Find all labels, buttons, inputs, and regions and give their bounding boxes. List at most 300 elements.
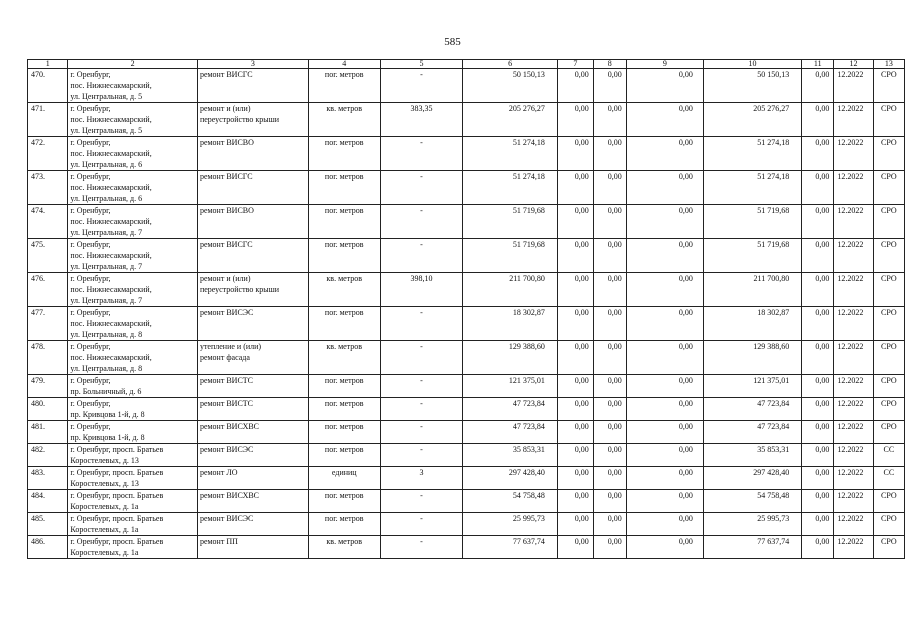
total-cost-cell: 77 637,74	[463, 536, 558, 559]
fund-cost-cell: 54 758,48	[703, 490, 801, 513]
total-cost-cell: 47 723,84	[463, 421, 558, 444]
quantity-cell: -	[380, 307, 463, 341]
work-type-cell	[197, 375, 308, 398]
work-type-cell	[197, 307, 308, 341]
period-cell: 12.2022	[834, 239, 873, 273]
page-number: 585	[444, 36, 461, 48]
value-cell-9: 0,00	[626, 205, 703, 239]
value-cell-8: 0,00	[593, 536, 626, 559]
table-row	[28, 490, 905, 513]
unit-cell: пог. метров	[308, 444, 380, 467]
row-number-cell: 479.	[28, 375, 68, 398]
value-cell-9: 0,00	[626, 444, 703, 467]
address-cell	[68, 273, 198, 307]
table-body	[28, 60, 905, 559]
quantity-cell: -	[380, 536, 463, 559]
work-type-cell-line: ремонт ПП	[199, 537, 238, 546]
row-number-cell: 476.	[28, 273, 68, 307]
total-cost-cell: 54 758,48	[463, 490, 558, 513]
total-cost-cell: 50 150,13	[463, 69, 558, 103]
period-cell: 12.2022	[834, 205, 873, 239]
row-number-cell: 473.	[28, 171, 68, 205]
source-cell: СРО	[873, 375, 904, 398]
address-cell-line: г. Оренбург, просп. Братьев	[70, 514, 164, 523]
work-type-cell	[197, 421, 308, 444]
work-type-cell-line: ремонт ВИСХВС	[199, 491, 260, 500]
value-cell-7: 0,00	[557, 398, 593, 421]
quantity-cell: -	[380, 513, 463, 536]
work-type-cell-line: ремонт ВИСЭС	[199, 445, 254, 454]
period-cell: 12.2022	[834, 467, 873, 490]
address-cell-line: ул. Центральная, д. 5	[70, 92, 143, 101]
address-cell-line: г. Оренбург, просп. Братьев	[70, 537, 164, 546]
quantity-cell: -	[380, 171, 463, 205]
address-cell-line: пр. Больничный, д. 6	[70, 387, 142, 396]
address-cell-line: ул. Центральная, д. 5	[70, 126, 143, 135]
value-cell-9: 0,00	[626, 171, 703, 205]
value-cell-11: 0,00	[802, 137, 834, 171]
value-cell-9: 0,00	[626, 341, 703, 375]
work-type-cell	[197, 467, 308, 490]
source-cell: СРО	[873, 536, 904, 559]
address-cell-line: г. Оренбург,	[70, 104, 111, 113]
table-row	[28, 444, 905, 467]
work-type-cell-line: ремонт ВИСЭС	[199, 308, 254, 317]
address-cell-line: ул. Центральная, д. 8	[70, 330, 143, 339]
address-cell-line: Коростелевых, д. 1а	[70, 502, 139, 511]
fund-cost-cell: 51 274,18	[703, 137, 801, 171]
value-cell-7: 0,00	[557, 467, 593, 490]
value-cell-8: 0,00	[593, 239, 626, 273]
address-cell-line: Коростелевых, д. 13	[70, 456, 139, 465]
value-cell-9: 0,00	[626, 513, 703, 536]
quantity-cell: -	[380, 490, 463, 513]
row-number-cell: 480.	[28, 398, 68, 421]
address-cell-line: ул. Центральная, д. 7	[70, 228, 143, 237]
value-cell-7: 0,00	[557, 239, 593, 273]
address-cell	[68, 513, 198, 536]
address-cell-line: г. Оренбург,	[70, 206, 111, 215]
value-cell-8: 0,00	[593, 69, 626, 103]
value-cell-9: 0,00	[626, 239, 703, 273]
address-cell-line: г. Оренбург,	[70, 172, 111, 181]
work-type-cell	[197, 239, 308, 273]
period-cell: 12.2022	[834, 273, 873, 307]
column-header: 9	[626, 60, 703, 69]
total-cost-cell: 51 719,68	[463, 205, 558, 239]
address-cell-line: ул. Центральная, д. 6	[70, 160, 143, 169]
work-type-cell-line: ремонт ВИСХВС	[199, 422, 260, 431]
unit-cell: пог. метров	[308, 490, 380, 513]
unit-cell: пог. метров	[308, 205, 380, 239]
address-cell-line: пос. Нижнесакмарский,	[70, 285, 152, 294]
total-cost-cell: 297 428,40	[463, 467, 558, 490]
value-cell-7: 0,00	[557, 444, 593, 467]
column-header: 10	[703, 60, 801, 69]
source-cell: СРО	[873, 490, 904, 513]
value-cell-11: 0,00	[802, 513, 834, 536]
value-cell-7: 0,00	[557, 490, 593, 513]
address-cell-line: г. Оренбург,	[70, 70, 111, 79]
value-cell-7: 0,00	[557, 137, 593, 171]
row-number-cell: 484.	[28, 490, 68, 513]
value-cell-8: 0,00	[593, 467, 626, 490]
period-cell: 12.2022	[834, 490, 873, 513]
value-cell-7: 0,00	[557, 513, 593, 536]
value-cell-8: 0,00	[593, 421, 626, 444]
address-cell-line: Коростелевых, д. 1а	[70, 548, 139, 557]
work-type-cell-line: ремонт ВИСЭС	[199, 514, 254, 523]
value-cell-8: 0,00	[593, 103, 626, 137]
work-type-cell-line: ремонт ВИСГС	[199, 70, 253, 79]
period-cell: 12.2022	[834, 103, 873, 137]
source-cell: СРО	[873, 341, 904, 375]
period-cell: 12.2022	[834, 444, 873, 467]
row-number-cell: 485.	[28, 513, 68, 536]
value-cell-8: 0,00	[593, 513, 626, 536]
value-cell-11: 0,00	[802, 421, 834, 444]
value-cell-8: 0,00	[593, 307, 626, 341]
unit-cell: пог. метров	[308, 307, 380, 341]
table-row	[28, 137, 905, 171]
repair-registry-table	[27, 59, 905, 559]
total-cost-cell: 47 723,84	[463, 398, 558, 421]
table-row	[28, 513, 905, 536]
table-row	[28, 536, 905, 559]
table-row	[28, 205, 905, 239]
address-cell	[68, 137, 198, 171]
work-type-cell	[197, 444, 308, 467]
value-cell-8: 0,00	[593, 375, 626, 398]
row-number-cell: 483.	[28, 467, 68, 490]
period-cell: 12.2022	[834, 307, 873, 341]
column-header: 7	[557, 60, 593, 69]
total-cost-cell: 205 276,27	[463, 103, 558, 137]
period-cell: 12.2022	[834, 341, 873, 375]
source-cell: СРО	[873, 307, 904, 341]
address-cell-line: г. Оренбург, просп. Братьев	[70, 491, 164, 500]
period-cell: 12.2022	[834, 536, 873, 559]
address-cell	[68, 375, 198, 398]
period-cell: 12.2022	[834, 421, 873, 444]
period-cell: 12.2022	[834, 513, 873, 536]
table-row	[28, 375, 905, 398]
value-cell-7: 0,00	[557, 375, 593, 398]
address-cell	[68, 490, 198, 513]
work-type-cell-line: переустройство крыши	[199, 115, 280, 124]
fund-cost-cell: 205 276,27	[703, 103, 801, 137]
value-cell-9: 0,00	[626, 103, 703, 137]
address-cell-line: пос. Нижнесакмарский,	[70, 319, 152, 328]
address-cell-line: г. Оренбург,	[70, 308, 111, 317]
table-row	[28, 69, 905, 103]
address-cell	[68, 536, 198, 559]
row-number-cell: 477.	[28, 307, 68, 341]
column-header: 12	[834, 60, 873, 69]
source-cell: СРО	[873, 239, 904, 273]
total-cost-cell: 211 700,80	[463, 273, 558, 307]
address-cell-line: Коростелевых, д. 1а	[70, 525, 139, 534]
value-cell-9: 0,00	[626, 137, 703, 171]
address-cell-line: пос. Нижнесакмарский,	[70, 353, 152, 362]
address-cell-line: г. Оренбург,	[70, 240, 111, 249]
source-cell: СРО	[873, 69, 904, 103]
address-cell	[68, 205, 198, 239]
fund-cost-cell: 297 428,40	[703, 467, 801, 490]
work-type-cell	[197, 137, 308, 171]
work-type-cell-line: ремонт ВИСГС	[199, 172, 253, 181]
quantity-cell: -	[380, 421, 463, 444]
work-type-cell	[197, 341, 308, 375]
value-cell-11: 0,00	[802, 69, 834, 103]
fund-cost-cell: 121 375,01	[703, 375, 801, 398]
total-cost-cell: 129 388,60	[463, 341, 558, 375]
work-type-cell	[197, 490, 308, 513]
value-cell-9: 0,00	[626, 375, 703, 398]
source-cell: СРО	[873, 273, 904, 307]
unit-cell: единиц	[308, 467, 380, 490]
total-cost-cell: 51 274,18	[463, 137, 558, 171]
address-cell-line: Коростелевых, д. 13	[70, 479, 139, 488]
work-type-cell-line: ремонт ВИСВО	[199, 206, 254, 215]
value-cell-11: 0,00	[802, 444, 834, 467]
value-cell-11: 0,00	[802, 239, 834, 273]
address-cell-line: г. Оренбург,	[70, 342, 111, 351]
source-cell: СС	[873, 467, 904, 490]
value-cell-8: 0,00	[593, 398, 626, 421]
address-cell-line: г. Оренбург, просп. Братьев	[70, 445, 164, 454]
column-header: 4	[308, 60, 380, 69]
total-cost-cell: 51 274,18	[463, 171, 558, 205]
fund-cost-cell: 129 388,60	[703, 341, 801, 375]
address-cell-line: пр. Кривцова 1-й, д. 8	[70, 410, 145, 419]
work-type-cell-line: ремонт ВИСТС	[199, 376, 253, 385]
work-type-cell-line: ремонт ВИСВО	[199, 138, 254, 147]
address-cell	[68, 398, 198, 421]
unit-cell: пог. метров	[308, 513, 380, 536]
fund-cost-cell: 50 150,13	[703, 69, 801, 103]
source-cell: СРО	[873, 205, 904, 239]
value-cell-11: 0,00	[802, 341, 834, 375]
period-cell: 12.2022	[834, 69, 873, 103]
value-cell-8: 0,00	[593, 171, 626, 205]
table-row	[28, 467, 905, 490]
value-cell-9: 0,00	[626, 398, 703, 421]
fund-cost-cell: 211 700,80	[703, 273, 801, 307]
work-type-cell-line: ремонт ВИСГС	[199, 240, 253, 249]
table-row	[28, 239, 905, 273]
value-cell-9: 0,00	[626, 536, 703, 559]
address-cell-line: пос. Нижнесакмарский,	[70, 81, 152, 90]
fund-cost-cell: 47 723,84	[703, 421, 801, 444]
value-cell-11: 0,00	[802, 171, 834, 205]
value-cell-8: 0,00	[593, 205, 626, 239]
value-cell-8: 0,00	[593, 273, 626, 307]
work-type-cell-line: переустройство крыши	[199, 285, 280, 294]
fund-cost-cell: 51 274,18	[703, 171, 801, 205]
quantity-cell: -	[380, 137, 463, 171]
fund-cost-cell: 18 302,87	[703, 307, 801, 341]
value-cell-7: 0,00	[557, 536, 593, 559]
address-cell	[68, 444, 198, 467]
fund-cost-cell: 51 719,68	[703, 205, 801, 239]
row-number-cell: 472.	[28, 137, 68, 171]
value-cell-8: 0,00	[593, 137, 626, 171]
total-cost-cell: 18 302,87	[463, 307, 558, 341]
row-number-cell: 475.	[28, 239, 68, 273]
work-type-cell-line: ремонт и (или)	[199, 104, 251, 113]
value-cell-7: 0,00	[557, 421, 593, 444]
work-type-cell	[197, 398, 308, 421]
work-type-cell	[197, 536, 308, 559]
address-cell	[68, 69, 198, 103]
column-header: 5	[380, 60, 463, 69]
source-cell: СРО	[873, 513, 904, 536]
total-cost-cell: 51 719,68	[463, 239, 558, 273]
table-row	[28, 171, 905, 205]
address-cell-line: г. Оренбург, просп. Братьев	[70, 468, 164, 477]
total-cost-cell: 35 853,31	[463, 444, 558, 467]
value-cell-8: 0,00	[593, 341, 626, 375]
column-header: 8	[593, 60, 626, 69]
table-row	[28, 421, 905, 444]
value-cell-7: 0,00	[557, 103, 593, 137]
period-cell: 12.2022	[834, 375, 873, 398]
unit-cell: пог. метров	[308, 398, 380, 421]
row-number-cell: 478.	[28, 341, 68, 375]
column-number-header-row	[28, 60, 905, 69]
table-row	[28, 398, 905, 421]
quantity-cell: -	[380, 239, 463, 273]
value-cell-9: 0,00	[626, 69, 703, 103]
address-cell-line: пос. Нижнесакмарский,	[70, 251, 152, 260]
value-cell-7: 0,00	[557, 273, 593, 307]
work-type-cell	[197, 171, 308, 205]
table-row	[28, 103, 905, 137]
source-cell: СРО	[873, 103, 904, 137]
row-number-cell: 471.	[28, 103, 68, 137]
unit-cell: пог. метров	[308, 69, 380, 103]
value-cell-9: 0,00	[626, 490, 703, 513]
work-type-cell	[197, 205, 308, 239]
address-cell	[68, 341, 198, 375]
table-row	[28, 341, 905, 375]
quantity-cell: -	[380, 69, 463, 103]
period-cell: 12.2022	[834, 398, 873, 421]
unit-cell: кв. метров	[308, 341, 380, 375]
address-cell-line: г. Оренбург,	[70, 376, 111, 385]
address-cell-line: пос. Нижнесакмарский,	[70, 183, 152, 192]
quantity-cell: -	[380, 444, 463, 467]
address-cell-line: пр. Кривцова 1-й, д. 8	[70, 433, 145, 442]
column-header: 2	[68, 60, 198, 69]
unit-cell: кв. метров	[308, 273, 380, 307]
unit-cell: пог. метров	[308, 171, 380, 205]
address-cell-line: пос. Нижнесакмарский,	[70, 115, 152, 124]
unit-cell: пог. метров	[308, 375, 380, 398]
address-cell-line: г. Оренбург,	[70, 138, 111, 147]
value-cell-11: 0,00	[802, 490, 834, 513]
unit-cell: кв. метров	[308, 103, 380, 137]
value-cell-11: 0,00	[802, 307, 834, 341]
quantity-cell: 3	[380, 467, 463, 490]
source-cell: СРО	[873, 421, 904, 444]
row-number-cell: 470.	[28, 69, 68, 103]
address-cell-line: г. Оренбург,	[70, 399, 111, 408]
source-cell: СРО	[873, 398, 904, 421]
column-header: 3	[197, 60, 308, 69]
value-cell-11: 0,00	[802, 103, 834, 137]
address-cell	[68, 239, 198, 273]
value-cell-7: 0,00	[557, 341, 593, 375]
work-type-cell-line: ремонт фасада	[199, 353, 250, 362]
value-cell-11: 0,00	[802, 536, 834, 559]
column-header: 11	[802, 60, 834, 69]
value-cell-11: 0,00	[802, 273, 834, 307]
quantity-cell: 383,35	[380, 103, 463, 137]
column-header: 1	[28, 60, 68, 69]
address-cell-line: ул. Центральная, д. 8	[70, 364, 143, 373]
unit-cell: пог. метров	[308, 239, 380, 273]
column-header: 6	[463, 60, 558, 69]
value-cell-9: 0,00	[626, 273, 703, 307]
address-cell-line: ул. Центральная, д. 6	[70, 194, 143, 203]
value-cell-9: 0,00	[626, 307, 703, 341]
address-cell	[68, 467, 198, 490]
value-cell-7: 0,00	[557, 307, 593, 341]
address-cell	[68, 421, 198, 444]
value-cell-11: 0,00	[802, 398, 834, 421]
work-type-cell-line: ремонт ВИСТС	[199, 399, 253, 408]
value-cell-8: 0,00	[593, 490, 626, 513]
fund-cost-cell: 51 719,68	[703, 239, 801, 273]
address-cell	[68, 171, 198, 205]
address-cell	[68, 103, 198, 137]
work-type-cell	[197, 513, 308, 536]
work-type-cell-line: ремонт и (или)	[199, 274, 251, 283]
address-cell	[68, 307, 198, 341]
address-cell-line: ул. Центральная, д. 7	[70, 262, 143, 271]
work-type-cell	[197, 69, 308, 103]
address-cell-line: г. Оренбург,	[70, 274, 111, 283]
fund-cost-cell: 47 723,84	[703, 398, 801, 421]
unit-cell: пог. метров	[308, 137, 380, 171]
work-type-cell	[197, 273, 308, 307]
address-cell-line: ул. Центральная, д. 7	[70, 296, 143, 305]
quantity-cell: -	[380, 398, 463, 421]
period-cell: 12.2022	[834, 137, 873, 171]
quantity-cell: -	[380, 375, 463, 398]
table-row	[28, 307, 905, 341]
row-number-cell: 482.	[28, 444, 68, 467]
value-cell-7: 0,00	[557, 171, 593, 205]
work-type-cell-line: утепление и (или)	[199, 342, 262, 351]
value-cell-11: 0,00	[802, 205, 834, 239]
unit-cell: кв. метров	[308, 536, 380, 559]
value-cell-7: 0,00	[557, 205, 593, 239]
period-cell: 12.2022	[834, 171, 873, 205]
unit-cell: пог. метров	[308, 421, 380, 444]
source-cell: СС	[873, 444, 904, 467]
row-number-cell: 481.	[28, 421, 68, 444]
source-cell: СРО	[873, 137, 904, 171]
fund-cost-cell: 35 853,31	[703, 444, 801, 467]
source-cell: СРО	[873, 171, 904, 205]
work-type-cell	[197, 103, 308, 137]
value-cell-7: 0,00	[557, 69, 593, 103]
fund-cost-cell: 77 637,74	[703, 536, 801, 559]
value-cell-8: 0,00	[593, 444, 626, 467]
